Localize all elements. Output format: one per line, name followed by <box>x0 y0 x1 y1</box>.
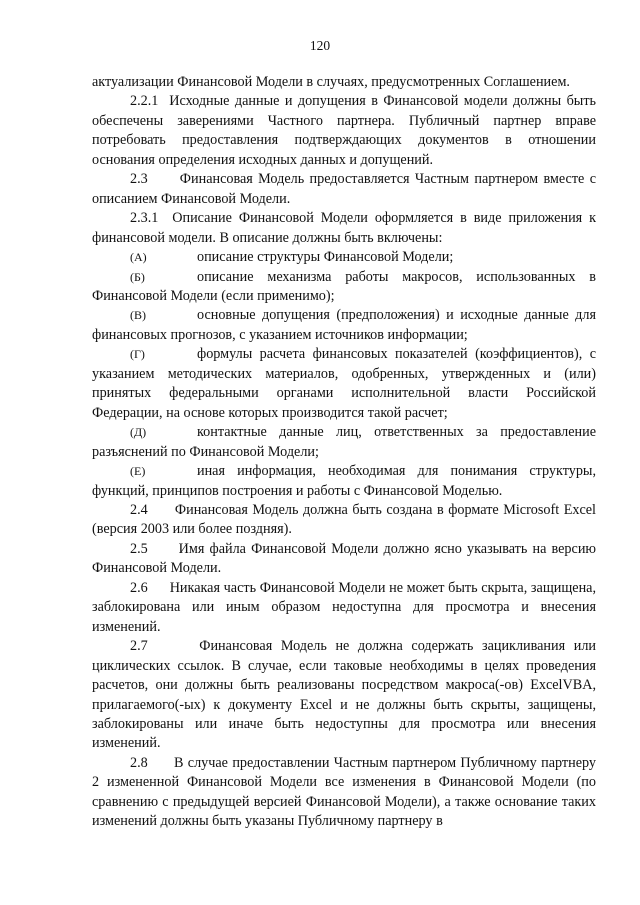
list-marker: (Г) <box>130 347 145 362</box>
paragraph-text: Финансовая Модель должна быть создана в формате Microsoft Excel (версия 2003 или более поздняя). <box>92 501 596 538</box>
paragraph-text: Описание Финансовой Модели оформляется в виде приложения к финансовой модели. В описание должны быть включены: <box>92 210 597 246</box>
paragraph <box>92 306 596 345</box>
section-number: 2.2.1 <box>130 93 159 110</box>
paragraph-text: Никакая часть Финансовой Модели не может быть скрыта, защищена, заблокирована или иным образом недоступна для просмотра и внесения изменений. <box>92 579 597 635</box>
paragraph <box>92 423 596 462</box>
paragraph-text: Исходные данные и допущения в Финансовой модели должны быть обеспечены заверениями Частного партнера. Публичный партнер вправе потребовать предоставления подтверждающих документов в отношении основания определения исходных данных и допущений. <box>92 93 596 168</box>
list-marker: (А) <box>130 250 147 265</box>
paragraph-text: описание структуры Финансовой Модели; <box>197 249 454 266</box>
paragraph-text: формулы расчета финансовых показателей (коэффициентов), с указанием методических материалов, одобренных, утвержденных и (или) принятых федеральными органами исполнительной власти Российской Федерации, на основе которых производится такой расчет; <box>92 346 596 421</box>
paragraph <box>92 73 596 92</box>
section-number: 2.6 <box>130 579 148 596</box>
paragraph-text: описание механизма работы макросов, использованных в Финансовой Модели (если применимо); <box>92 268 596 304</box>
paragraph <box>92 579 596 637</box>
list-marker: (Е) <box>130 464 146 479</box>
section-number: 2.3 <box>130 171 148 188</box>
paragraph-text: В случае предоставлении Частным партнером Публичному партнеру 2 измененной Финансовой Модели все изменения в Финансовой Модели (по сравнению с предыдущей версией Финансовой Модели), а также основание таких изменений должны быть указаны Публичному партнеру в <box>92 754 596 830</box>
paragraph <box>92 462 596 501</box>
paragraph <box>92 209 596 248</box>
paragraph <box>92 92 596 170</box>
paragraph-text: Финансовая Модель предоставляется Частным партнером вместе с описанием Финансовой Модели. <box>92 171 596 207</box>
paragraph <box>92 345 596 423</box>
list-marker: (Б) <box>130 269 145 284</box>
section-number: 2.7 <box>130 638 148 655</box>
section-number: 2.4 <box>130 501 148 518</box>
paragraph-text: Имя файла Финансовой Модели должно ясно указывать на версию Финансовой Модели. <box>92 540 597 577</box>
paragraph-text: иная информация, необходимая для понимания структуры, функций, принципов построения и работы с Финансовой Моделью. <box>92 463 596 499</box>
paragraph <box>92 248 596 267</box>
paragraph <box>92 754 596 832</box>
document-body <box>92 73 596 832</box>
paragraph <box>92 170 596 209</box>
paragraph-text: контактные данные лиц, ответственных за предоставление разъяснений по Финансовой Модели; <box>92 424 596 460</box>
section-number: 2.8 <box>130 754 148 771</box>
paragraph-text: Финансовая Модель не должна содержать зацикливания или циклических ссылок. В случае, если таковые необходимы в целях проведения расчетов, они должны быть реализованы посредством макроса(-ов) ExcelVBA, прилагаемого(-ых) к документу Excel и не должны быть скрыты, защищены, заблокированы или иначе быть недоступны для просмотра или внесения изменений. <box>92 638 596 752</box>
paragraph-text: основные допущения (предположения) и исходные данные для финансовых прогнозов, с указанием источников информации; <box>92 307 596 343</box>
paragraph <box>92 268 596 307</box>
paragraph-text: актуализации Финансовой Модели в случаях, предусмотренных Соглашением. <box>92 74 570 90</box>
list-marker: (Д) <box>130 425 147 440</box>
list-marker: (В) <box>130 308 146 323</box>
page-number: 120 <box>309 38 331 53</box>
section-number: 2.3.1 <box>130 210 159 227</box>
paragraph <box>92 540 596 579</box>
section-number: 2.5 <box>130 540 148 557</box>
paragraph <box>92 501 596 540</box>
paragraph <box>92 637 596 754</box>
